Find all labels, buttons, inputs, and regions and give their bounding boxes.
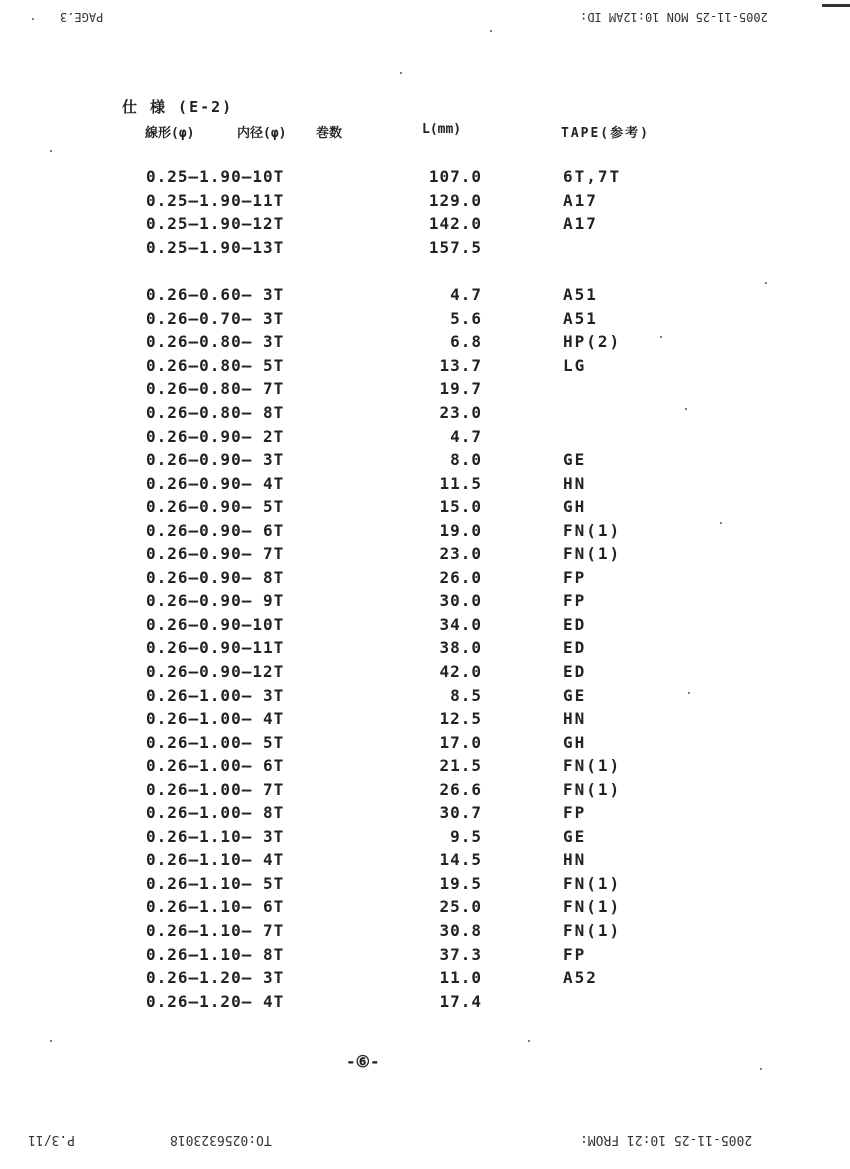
table-row (0, 474, 850, 496)
table-row (0, 615, 850, 637)
row-length: 12.5 (439, 709, 482, 728)
row-length: 9.5 (450, 827, 482, 846)
row-spec: 0.26—0.90— 5T (146, 497, 285, 516)
row-tape: FN(1) (563, 521, 622, 540)
row-length: 17.4 (439, 992, 482, 1011)
table-row (0, 238, 850, 260)
row-tape: FP (563, 568, 587, 587)
row-length: 30.8 (439, 921, 482, 940)
table-row (0, 309, 850, 331)
row-spec: 0.26—1.00— 5T (146, 733, 285, 752)
section-title: 仕 様 (E-2) (122, 98, 234, 116)
row-spec: 0.25—1.90—10T (146, 167, 285, 186)
row-length: 21.5 (439, 756, 482, 775)
table-row (0, 521, 850, 543)
scan-speck (685, 408, 687, 410)
row-length: 11.0 (439, 968, 482, 987)
row-length: 129.0 (428, 191, 482, 210)
table-row (0, 662, 850, 684)
row-spec: 0.26—0.90—10T (146, 615, 285, 634)
row-length: 30.0 (439, 591, 482, 610)
fax-header-page: PAGE.3 (60, 10, 104, 24)
column-header-inner-diameter: 内径(φ) (237, 126, 287, 141)
row-length: 11.5 (439, 474, 482, 493)
table-row (0, 191, 850, 213)
scan-speck (400, 72, 402, 74)
row-spec: 0.26—1.10— 7T (146, 921, 285, 940)
table-row (0, 379, 850, 401)
table-row (0, 285, 850, 307)
scan-speck (32, 18, 34, 20)
top-rule (822, 4, 850, 7)
scan-speck (720, 522, 722, 524)
table-row (0, 874, 850, 896)
scan-speck (760, 1068, 762, 1070)
row-tape: LG (563, 356, 587, 375)
row-length: 5.6 (450, 309, 482, 328)
row-tape: 6T,7T (563, 167, 622, 186)
scan-speck (660, 336, 662, 338)
row-spec: 0.26—0.90—12T (146, 662, 285, 681)
fax-header (0, 6, 850, 26)
row-tape: A52 (563, 968, 598, 987)
fax-footer (0, 1132, 850, 1152)
row-tape: FP (563, 945, 587, 964)
table-row (0, 427, 850, 449)
row-length: 142.0 (428, 214, 482, 233)
table-row (0, 850, 850, 872)
row-spec: 0.26—1.10— 6T (146, 897, 285, 916)
column-header-turns: 巻数 (316, 126, 343, 141)
row-length: 34.0 (439, 615, 482, 634)
table-row (0, 356, 850, 378)
row-spec: 0.26—0.60— 3T (146, 285, 285, 304)
row-tape: FN(1) (563, 780, 622, 799)
row-length: 19.0 (439, 521, 482, 540)
row-tape: FP (563, 803, 587, 822)
row-spec: 0.26—0.90— 8T (146, 568, 285, 587)
row-tape: A17 (563, 214, 598, 233)
row-spec: 0.25—1.90—12T (146, 214, 285, 233)
row-spec: 0.26—1.10— 4T (146, 850, 285, 869)
row-spec: 0.26—1.20— 4T (146, 992, 285, 1011)
row-length: 26.0 (439, 568, 482, 587)
table-row (0, 968, 850, 990)
row-length: 107.0 (428, 167, 482, 186)
row-length: 15.0 (439, 497, 482, 516)
row-tape: HN (563, 709, 587, 728)
row-length: 30.7 (439, 803, 482, 822)
table-row (0, 827, 850, 849)
row-length: 157.5 (428, 238, 482, 257)
row-length: 14.5 (439, 850, 482, 869)
table-row (0, 450, 850, 472)
row-spec: 0.26—1.00— 7T (146, 780, 285, 799)
row-length: 26.6 (439, 780, 482, 799)
table-row (0, 780, 850, 802)
row-length: 38.0 (439, 638, 482, 657)
row-spec: 0.26—0.80— 3T (146, 332, 285, 351)
row-length: 4.7 (450, 285, 482, 304)
table-row (0, 568, 850, 590)
row-tape: ED (563, 638, 587, 657)
scan-speck (490, 30, 492, 32)
table-row (0, 921, 850, 943)
row-length: 19.7 (439, 379, 482, 398)
row-tape: GH (563, 733, 587, 752)
table-row (0, 497, 850, 519)
row-length: 19.5 (439, 874, 482, 893)
table-row (0, 803, 850, 825)
table-row (0, 756, 850, 778)
row-spec: 0.25—1.90—13T (146, 238, 285, 257)
fax-header-timestamp: 2005-11-25 MON 10:12AM ID: (580, 10, 768, 24)
column-header-length: L(mm) (422, 122, 462, 137)
row-length: 37.3 (439, 945, 482, 964)
table-row (0, 686, 850, 708)
row-spec: 0.26—1.00— 6T (146, 756, 285, 775)
row-length: 25.0 (439, 897, 482, 916)
row-tape: ED (563, 615, 587, 634)
row-spec: 0.26—1.10— 8T (146, 945, 285, 964)
row-spec: 0.26—0.90— 2T (146, 427, 285, 446)
row-spec: 0.26—0.80— 7T (146, 379, 285, 398)
row-tape: GH (563, 497, 587, 516)
row-spec: 0.26—0.70— 3T (146, 309, 285, 328)
row-spec: 0.26—0.90— 6T (146, 521, 285, 540)
table-row (0, 897, 850, 919)
scan-speck (765, 282, 767, 284)
row-tape: A51 (563, 285, 598, 304)
row-spec: 0.26—1.20— 3T (146, 968, 285, 987)
table-row (0, 544, 850, 566)
row-spec: 0.26—0.90— 9T (146, 591, 285, 610)
scan-speck (50, 150, 52, 152)
table-row (0, 945, 850, 967)
row-tape: FP (563, 591, 587, 610)
row-length: 23.0 (439, 544, 482, 563)
row-tape: A17 (563, 191, 598, 210)
table-row (0, 167, 850, 189)
row-tape: GE (563, 450, 587, 469)
scan-speck (50, 1040, 52, 1042)
row-length: 13.7 (439, 356, 482, 375)
row-tape: HN (563, 850, 587, 869)
row-spec: 0.26—0.80— 8T (146, 403, 285, 422)
row-tape: FN(1) (563, 921, 622, 940)
row-tape: A51 (563, 309, 598, 328)
row-spec: 0.26—1.10— 5T (146, 874, 285, 893)
row-length: 4.7 (450, 427, 482, 446)
row-spec: 0.26—1.00— 3T (146, 686, 285, 705)
table-row (0, 638, 850, 660)
row-spec: 0.26—0.90— 7T (146, 544, 285, 563)
table-row (0, 591, 850, 613)
row-spec: 0.26—0.90—11T (146, 638, 285, 657)
column-header-wire: 線形(φ) (145, 126, 195, 141)
scan-speck (688, 692, 690, 694)
row-tape: GE (563, 686, 587, 705)
row-spec: 0.26—0.80— 5T (146, 356, 285, 375)
row-length: 8.5 (450, 686, 482, 705)
row-tape: HP(2) (563, 332, 622, 351)
row-tape: HN (563, 474, 587, 493)
row-tape: FN(1) (563, 756, 622, 775)
row-spec: 0.26—1.00— 8T (146, 803, 285, 822)
row-length: 23.0 (439, 403, 482, 422)
row-tape: ED (563, 662, 587, 681)
table-row (0, 214, 850, 236)
row-tape: FN(1) (563, 544, 622, 563)
row-spec: 0.26—1.00— 4T (146, 709, 285, 728)
row-tape: GE (563, 827, 587, 846)
fax-footer-to: TO:0256323018 (170, 1132, 272, 1147)
row-tape: FN(1) (563, 874, 622, 893)
scan-speck (528, 1040, 530, 1042)
column-header-tape: TAPE(参考) (561, 126, 650, 141)
table-row (0, 403, 850, 425)
row-length: 17.0 (439, 733, 482, 752)
row-tape: FN(1) (563, 897, 622, 916)
table-row (0, 733, 850, 755)
table-row (0, 992, 850, 1014)
table-row (0, 332, 850, 354)
row-spec: 0.25—1.90—11T (146, 191, 285, 210)
row-spec: 0.26—0.90— 4T (146, 474, 285, 493)
fax-footer-from: 2005-11-25 10:21 FROM: (580, 1132, 753, 1147)
table-row (0, 709, 850, 731)
page-mark: -⑥- (346, 1052, 380, 1071)
row-length: 42.0 (439, 662, 482, 681)
fax-footer-page: P.3/11 (28, 1132, 75, 1147)
row-spec: 0.26—0.90— 3T (146, 450, 285, 469)
row-length: 8.0 (450, 450, 482, 469)
row-length: 6.8 (450, 332, 482, 351)
row-spec: 0.26—1.10— 3T (146, 827, 285, 846)
